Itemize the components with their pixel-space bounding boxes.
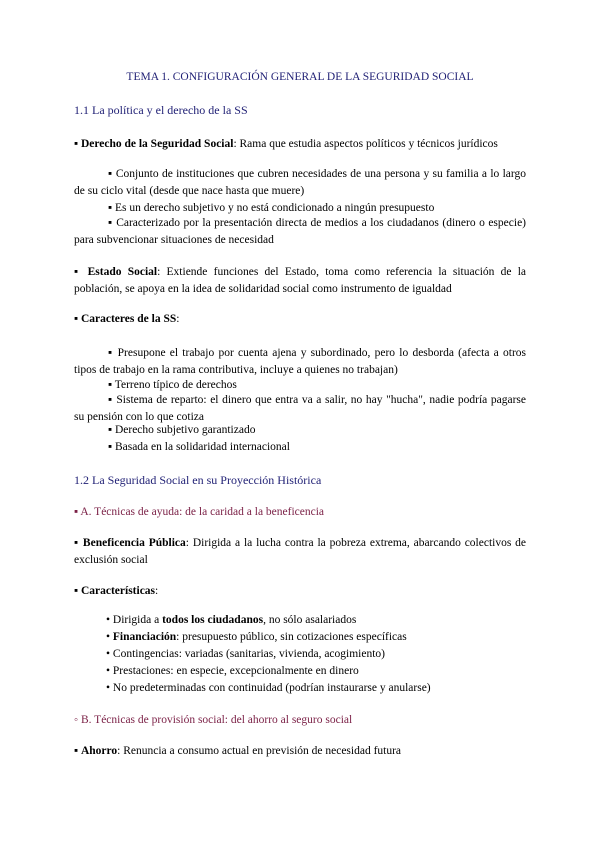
emphasis: Financiación (112, 631, 177, 643)
text: : presupuesto público, sin cotizaciones específicas (176, 631, 407, 643)
bullet: • (106, 648, 111, 660)
list-item (106, 629, 407, 646)
subsection-heading-b: ◦ B. Técnicas de provisión social: del ahorro al seguro social (74, 714, 353, 726)
section-heading-1-1: 1.1 La política y el derecho de la SS (74, 103, 248, 117)
list-item: ▪ Es un derecho subjetivo y no está condicionado a ningún presupuesto (108, 202, 435, 214)
list-item: ▪ Derecho subjetivo garantizado (108, 424, 256, 436)
list-item: ▪ Caracterizado por la presentación directa de medios a los ciudadanos (dinero o especie) para subvencionar situaciones de necesidad (74, 217, 526, 246)
text: Prestaciones: en especie, excepcionalmente en dinero (112, 665, 359, 677)
text: Contingencias: variadas (sanitarias, vivienda, acogimiento) (112, 648, 385, 660)
text: No predeterminadas con continuidad (podrían instaurarse y anularse) (112, 682, 431, 694)
bullet: ▪ (74, 138, 79, 150)
document-title: TEMA 1. CONFIGURACIÓN GENERAL DE LA SEGURIDAD SOCIAL (126, 71, 474, 83)
list-item (106, 680, 431, 697)
paragraph-estado-social (74, 264, 526, 298)
list-item (106, 646, 385, 663)
paragraph-caracteristicas (74, 583, 526, 600)
term-caracteres: Caracteres de la SS (80, 313, 177, 325)
paragraph-caracteres (74, 311, 526, 328)
list-item (106, 612, 356, 629)
bullet: • (106, 665, 111, 677)
bullet: ▪ (74, 537, 80, 549)
emphasis: todos los ciudadanos (162, 614, 264, 626)
text: Dirigida a (112, 614, 163, 626)
term-ahorro: Ahorro (80, 745, 118, 757)
text: , no sólo asalariados (263, 614, 357, 626)
definition-text: : (176, 313, 180, 325)
list-item (106, 663, 359, 680)
definition-text: : Extiende funciones del Estado, toma como referencia la situación de la población, se apoya en la idea de solidaridad social como instrumento de igualdad (74, 266, 526, 295)
bullet: ▪ (74, 745, 79, 757)
list-item: ▪ Sistema de reparto: el dinero que entra va a salir, no hay "hucha", nadie podría pagarse su pensión con lo que cotiza (74, 394, 526, 423)
list-item: ▪ Presupone el trabajo por cuenta ajena y subordinado, pero lo desborda (afecta a otros tipos de trabajo en la rama contributiva, incluye a quienes no trabajan) (74, 347, 526, 376)
definition-text: : Rama que estudia aspectos políticos y técnicos jurídicos (233, 138, 498, 150)
term-estado-social: Estado Social (87, 266, 158, 278)
bullet: • (106, 614, 111, 626)
paragraph-derecho-ss (74, 136, 526, 153)
list-item: ▪ Basada en la solidaridad internacional (108, 441, 290, 453)
term-beneficencia: Beneficencia Pública (82, 537, 186, 549)
bullet: ▪ (74, 266, 82, 278)
bullet: • (106, 682, 111, 694)
paragraph-ahorro (74, 743, 526, 760)
section-heading-1-2: 1.2 La Seguridad Social en su Proyección Histórica (74, 473, 322, 487)
term-caracteristicas: Características (80, 585, 156, 597)
definition-text: : Renuncia a consumo actual en previsión de necesidad futura (117, 745, 402, 757)
list-item: ▪ Conjunto de instituciones que cubren necesidades de una persona y su familia a lo largo de su ciclo vital (desde que nace hasta que muere) (74, 168, 526, 197)
paragraph-beneficencia (74, 535, 526, 569)
bullet: ▪ (74, 313, 79, 325)
definition-text: : (155, 585, 159, 597)
bullet: • (106, 631, 111, 643)
subsection-heading-a: ▪ A. Técnicas de ayuda: de la caridad a la beneficencia (74, 506, 325, 518)
definition-text: : Dirigida a la lucha contra la pobreza extrema, abarcando colectivos de exclusión social (74, 537, 527, 566)
term-derecho-ss: Derecho de la Seguridad Social (80, 138, 234, 150)
bullet: ▪ (74, 585, 79, 597)
list-item: ▪ Terreno típico de derechos (108, 379, 237, 391)
